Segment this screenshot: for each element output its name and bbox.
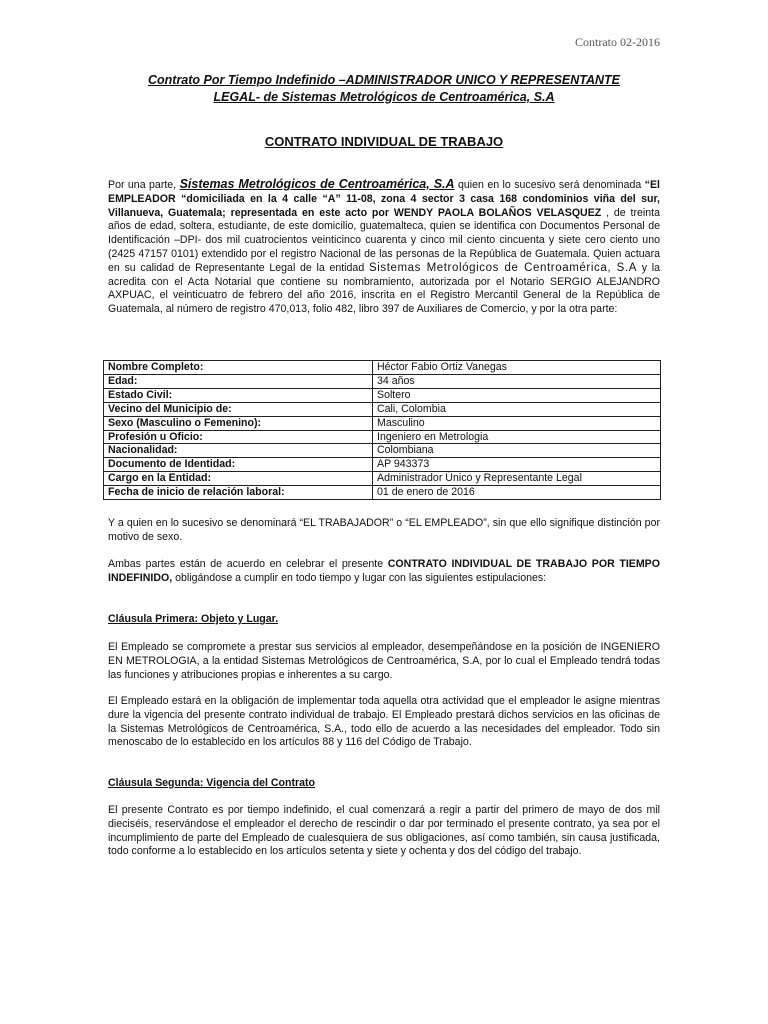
- clause-2-title: Cláusula Segunda: Vigencia del Contrato: [108, 777, 316, 789]
- table-row: [104, 361, 661, 375]
- table-row: [104, 402, 661, 416]
- table-row: [104, 458, 661, 472]
- table-value: 01 de enero de 2016: [373, 486, 661, 500]
- table-label: Fecha de inicio de relación laboral:: [104, 486, 373, 500]
- table-row: [104, 486, 661, 500]
- employer-details: “El EMPLEADOR “domiciliada en la 4 calle “A” 11-08, zona 4 sector 3 casa 168 condominios viña del sur, Villanueva, Guatemala; representada en este acto por WENDY PAOLA BOLAÑOS VELASQUEZ: [108, 179, 660, 219]
- worker-designation-paragraph: Y a quien en lo sucesivo se denominará “EL TRABAJADOR” o “EL EMPLEADO”, sin que ello signifique distinción por motivo de sexo.: [108, 517, 660, 543]
- table-value: Cali, Colombia: [373, 402, 661, 416]
- intro-text-2: quien en lo sucesivo será denominada: [454, 179, 645, 191]
- table-row: [104, 388, 661, 402]
- table-label: Estado Civil:: [104, 388, 373, 402]
- table-label: Documento de Identidad:: [104, 458, 373, 472]
- agreement-text-1: Ambas partes están de acuerdo en celebrar el presente: [108, 558, 388, 570]
- table-value: AP 943373: [373, 458, 661, 472]
- contract-title: [108, 72, 660, 106]
- table-row: [104, 444, 661, 458]
- clause-1-paragraph-2: El Empleado estará en la obligación de implementar toda aquella otra actividad que el empleador le asigne mientras dure la vigencia del presente contrato individual de trabajo. El Empleado prestará dichos servicios en las oficinas de la Sistemas Metrológicos de Centroamérica, S.A., todo ello de acuerdo a las necesidades del empleador. Todo sin menoscabo de lo establecido en los artículos 88 y 116 del Código de Trabajo.: [108, 695, 660, 749]
- table-value: Héctor Fabio Ortiz Vanegas: [373, 361, 661, 375]
- table-label: Vecino del Municipio de:: [104, 402, 373, 416]
- intro-text-1: Por una parte,: [108, 179, 180, 191]
- table-value: Administrador Único y Representante Legal: [373, 472, 661, 486]
- table-label: Profesión u Oficio:: [104, 430, 373, 444]
- clause-1-paragraph-1: El Empleado se compromete a prestar sus servicios al empleador, desempeñándose en la posición de INGENIERO EN METROLOGIA, a la entidad Sistemas Metrológicos de Centroamérica, S.A, por lo cual el Empleado tendrá todas las funciones y atribuciones propias e inherentes a su cargo.: [108, 641, 660, 681]
- company-name: Sistemas Metrológicos de Centroamérica, S.A: [179, 177, 455, 191]
- contract-title-line-2: LEGAL- de Sistemas Metrológicos de Centroamérica, S.A: [213, 90, 555, 104]
- table-value: Colombiana: [373, 444, 661, 458]
- table-label: Edad:: [104, 374, 373, 388]
- table-value: Ingeniero en Metrologia: [373, 430, 661, 444]
- document-heading: CONTRATO INDIVIDUAL DE TRABAJO: [264, 134, 504, 149]
- table-value: Soltero: [373, 388, 661, 402]
- intro-text-4: y la acredita con el Acta Notarial que contiene su nombramiento, autorizada por el Notario SERGIO ALEJANDRO AXPUAC, el veinticuatro de febrero del año 2016, inscrita en el Registro Mercantil General de la República de Guatemala, al número de registro 470,013, folio 482, libro 397 de Auxiliares de Comercio, y por la otra parte:: [108, 261, 660, 316]
- intro-text-3: , de treinta años de edad, soltera, estudiante, de este domicilio, guatemalteca, quien se identifica con Documentos Personal de Identificación –DPI- dos mil cuatrocientos veinticinco cuarenta y cinco mil ciento cincuenta y siete cero ciento uno (2425 47157 0101) extendido por el registro Nacional de las personas de la República de Guatemala. Quien actuara en su calidad de Representante Legal de la entidad: [108, 206, 660, 274]
- table-label: Nacionalidad:: [104, 444, 373, 458]
- intro-paragraph: [108, 178, 660, 317]
- table-row: [104, 472, 661, 486]
- agreement-text-2: obligándose a cumplir en todo tiempo y lugar con las siguientes estipulaciones:: [172, 571, 547, 584]
- company-name-spaced: Sistemas Metrológicos de Centroamérica, S.A: [368, 261, 638, 274]
- clause-1-title: Cláusula Primera: Objeto y Lugar.: [108, 613, 279, 625]
- table-label: Cargo en la Entidad:: [104, 472, 373, 486]
- employee-data-table: [103, 360, 661, 500]
- table-row: [104, 430, 661, 444]
- agreement-paragraph: [108, 558, 660, 586]
- contract-title-line-1: Contrato Por Tiempo Indefinido –ADMINISTRADOR UNICO Y REPRESENTANTE: [147, 73, 620, 87]
- table-value: 34 años: [373, 374, 661, 388]
- table-label: Nombre Completo:: [104, 361, 373, 375]
- table-row: [104, 374, 661, 388]
- table-value: Masculino: [373, 416, 661, 430]
- table-label: Sexo (Masculino o Femenino):: [104, 416, 373, 430]
- contract-reference: Contrato 02-2016: [575, 35, 660, 49]
- table-row: [104, 416, 661, 430]
- clause-2-paragraph-1: El presente Contrato es por tiempo indefinido, el cual comenzará a regir a partir del primero de mayo de dos mil dieciséis, reservándose el empleador el derecho de rescindir o dar por terminado el presente contrato, ya sea por el incumplimiento de parte del Empleado de cualesquiera de sus obligaciones, así como también, sin causa justificada, todo conforme a lo establecido en los artículos setenta y siete y ochenta y dos del código del trabajo.: [108, 804, 660, 858]
- agreement-contract-type: CONTRATO INDIVIDUAL DE TRABAJO POR TIEMPO INDEFINIDO,: [108, 558, 660, 584]
